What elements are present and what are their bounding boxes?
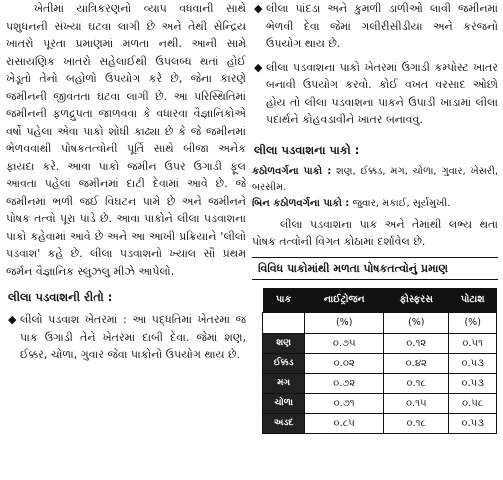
table-row bbox=[263, 413, 497, 433]
table-unit-row bbox=[263, 312, 497, 333]
nitrogen-cell: ૦.૭૨ bbox=[305, 373, 384, 393]
unit-crop bbox=[263, 312, 305, 333]
nitrogen-cell: ૦.૮૫ bbox=[305, 413, 384, 433]
method-3-text: લીલા પડવાશના પાકો ખેતરમાં ઉગાડી કમ્પોસ્ટ ખાતર બનાવી ઉપયોગ કરવો. કોઈ વખત વરસાદ ઓછો હોય તો લીલા પડવાશના પાકને ઉપાડી ખાડામાં લીલા પદાર્થને કોહવડાવીને ખાતર બનાવવું. bbox=[266, 60, 498, 126]
phosphorus-cell: ૦.૧૨ bbox=[384, 333, 449, 353]
nonlegume-text: જુવાર, મકાઈ, સૂર્યમુખી. bbox=[352, 197, 451, 209]
phosphorus-cell: ૦.૧૫ bbox=[384, 393, 449, 413]
intro-paragraph: ખેતીમાં યાંત્રિકરણનો વ્યાપ વધવાની સાથે પશુધનની સંખ્યા ઘટવા લાગી છે અને તેથી સેન્દ્રિય ખાતરો પૂરતા પ્રમાણમાં મળતા નથી. આની સામે રાસાયણિક ખાતરો સહેલાઈથી ઉપલબ્ધ થતાં હોઈ ખેડૂતો તેનો બહોળો ઉપયોગ કરે છે, જેના કારણે જમીનની જીવંતતા ઘટવા લાગી છે. આ પરિસ્થિતિમાં જમીનની ફળદ્રુપતા જાળવવા કે વધારવા વૈજ્ઞાનિકોએ વર્ષો પહેલા એવા પાકો શોધી કાઢ્યા છે કે જે જમીનમાં ભેળવવાથી પોષકતત્વોની પૂર્તિ સાથે બીજા અનેક ફાયદા કરે. આવા પાકો જમીન ઉપર ઉગાડી ફૂલ આવતા પહેલાં જમીનમાં દાટી દેવામાં આવે છે. જે જમીનમાં ભળી જઈ વિઘટન પામે છે અને જમીનને પોષક તત્વો પૂરા પાડે છે. આવા પાકોને લીલા પડવાશના પાકો કહેવામાં આવે છે અને આ આખી પ્રક્રિયાને 'લીલો પડવાશ' કહે છે. લીલા પડવાશનો ખ્યાલ સૌ પ્રથમ જર્મન વૈજ્ઞાનિક સ્લુઝલુ મીઝે આપેલો. bbox=[6, 2, 246, 278]
legume-label: કઠોળવર્ગના પાકો : bbox=[252, 165, 332, 177]
method-bullet-1 bbox=[6, 311, 246, 364]
table-header-row bbox=[263, 288, 497, 313]
method-2-text: લીલા પાંદડા અને કુમળી ડાળીઓ લાવી જમીનમાં ભેળવી દેવા જેમાં ગલીરીસીડીયા અને કરંજનો ઉપયોગ થાય છે. bbox=[266, 2, 498, 50]
table-row bbox=[263, 393, 497, 413]
table-row bbox=[263, 353, 497, 373]
phosphorus-cell: ૦.૧૮ bbox=[384, 373, 449, 393]
left-column bbox=[6, 0, 246, 364]
unit-potash: (%) bbox=[449, 312, 497, 333]
header-crop: પાક bbox=[263, 288, 305, 313]
table-row bbox=[263, 373, 497, 393]
unit-nitrogen: (%) bbox=[305, 312, 384, 333]
method-1-text: લીલો પડવાશ ખેતરમાં : આ પદ્ધતિમાં ખેતરમાં જ પાક ઉગાડી તેને ખેતરમાં દાબી દેવા. જેમાં શણ, ઈક્કર, ચોળા, ગુવાર જેવા પાકોનો ઉપયોગ થાય છે. bbox=[20, 313, 246, 361]
crop-cell: અડદ bbox=[263, 413, 305, 433]
nonlegume-label: બિન કઠોળવર્ગના પાકો : bbox=[252, 197, 350, 209]
bullet-icon: ◆ bbox=[254, 2, 263, 15]
legume-crops bbox=[252, 164, 498, 196]
phosphorus-cell: ૦.૪૨ bbox=[384, 353, 449, 373]
potash-cell: ૦.૫૧ bbox=[449, 333, 497, 353]
nitrogen-cell: ૦.૭૫ bbox=[305, 333, 384, 353]
potash-cell: ૦.૫૩ bbox=[449, 413, 497, 433]
potash-cell: ૦.૫૩ bbox=[449, 353, 497, 373]
crops-heading: લીલા પડવાશના પાકો : bbox=[254, 142, 360, 157]
closing-paragraph: લીલા પડવાશના પાક અને તેમાંથી લભ્ય થતા પોષક તત્વોની વિગત કોઠામાં દર્શાવેલ છે. bbox=[252, 217, 498, 248]
potash-cell: ૦.૫૩ bbox=[449, 373, 497, 393]
unit-phosphorus: (%) bbox=[384, 312, 449, 333]
methods-heading: લીલા પડવાશની રીતો : bbox=[8, 290, 113, 304]
right-column bbox=[252, 0, 498, 434]
header-phosphorus: ફોસ્ફરસ bbox=[384, 288, 449, 313]
phosphorus-cell: ૦.૧૮ bbox=[384, 413, 449, 433]
header-potash: પોટાશ bbox=[449, 288, 497, 313]
nitrogen-cell: ૦.૭૧ bbox=[305, 393, 384, 413]
crop-cell: શણ bbox=[263, 333, 305, 353]
potash-cell: ૦.૫૮ bbox=[449, 393, 497, 413]
crop-cell: ચોળા bbox=[263, 393, 305, 413]
nonlegume-crops bbox=[252, 196, 498, 212]
crop-cell: મગ bbox=[263, 373, 305, 393]
crop-cell: ઈક્કડ bbox=[263, 353, 305, 373]
table-title: વિવિધ પાકોમાંથી મળતા પોષકતત્વોનું પ્રમાણ bbox=[252, 257, 498, 280]
method-bullet-3 bbox=[252, 59, 498, 129]
table-row bbox=[263, 333, 497, 353]
method-bullet-2 bbox=[252, 0, 498, 53]
nitrogen-cell: ૦.૦૨ bbox=[305, 353, 384, 373]
legume-text: શણ, ઈક્કડ, મગ, ચોળા, ગુવાર, ખેસરી, બરસીમ. bbox=[252, 165, 498, 193]
nutrient-table bbox=[262, 288, 497, 434]
bullet-icon: ◆ bbox=[8, 313, 17, 326]
bullet-icon: ◆ bbox=[254, 60, 263, 74]
header-nitrogen: નાઈટ્રોજન bbox=[305, 288, 384, 313]
